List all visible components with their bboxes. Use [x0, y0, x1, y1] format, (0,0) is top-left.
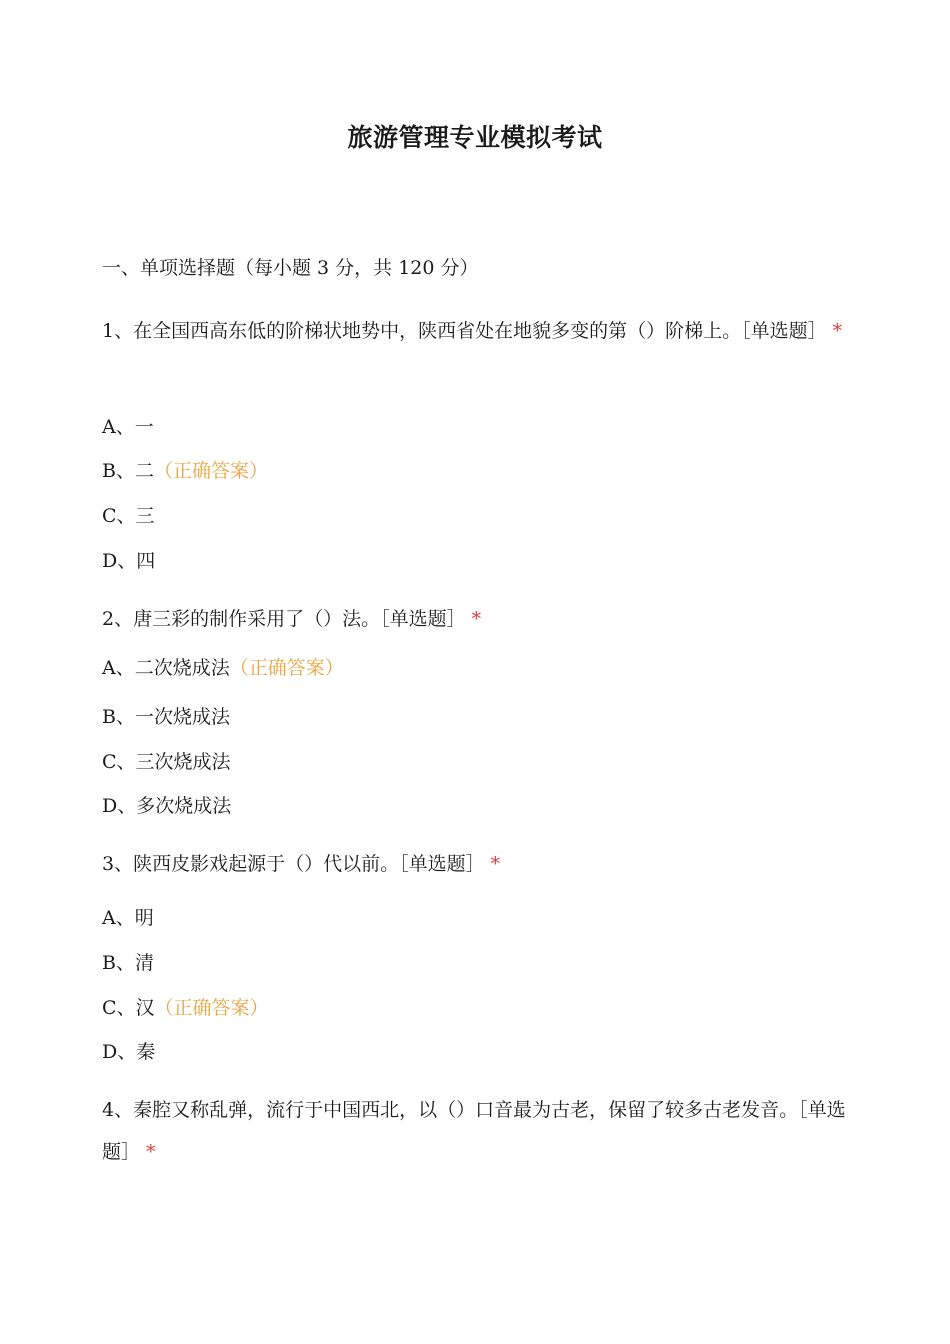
required-asterisk: * [490, 853, 501, 875]
question-1-option-b [102, 450, 852, 492]
option-text: A、二次烧成法 [102, 657, 230, 679]
question-2-option-b [102, 696, 852, 738]
option-text: B、二 [102, 460, 154, 482]
section-heading: 一、单项选择题（每小题 3 分，共 120 分） [102, 257, 479, 279]
question-1-option-a [102, 406, 852, 448]
question-4-stem [102, 1089, 852, 1173]
option-text: C、三次烧成法 [102, 751, 231, 773]
option-text: A、一 [102, 416, 154, 438]
question-2-option-a [102, 647, 852, 689]
question-2-option-c [102, 741, 852, 783]
question-2-option-d [102, 785, 852, 827]
correct-answer-tag: （正确答案） [153, 460, 268, 482]
question-3-option-d [102, 1031, 852, 1073]
option-text: C、三 [102, 505, 155, 527]
question-stem-text: 3、陕西皮影戏起源于（）代以前。［单选题］ [102, 853, 485, 875]
question-stem-text: 4、秦腔又称乱弹，流行于中国西北，以（）口音最为古老，保留了较多古老发音。［单选题］ [102, 1099, 846, 1163]
option-text: D、四 [102, 550, 156, 572]
correct-answer-tag: （正确答案） [154, 997, 269, 1019]
required-asterisk: * [832, 320, 843, 342]
required-asterisk: * [146, 1141, 156, 1163]
question-1-option-d [102, 540, 852, 582]
option-text: B、清 [102, 952, 154, 974]
question-2-stem [102, 598, 852, 640]
question-3-stem [102, 843, 852, 885]
question-stem-text: 2、唐三彩的制作采用了（）法。［单选题］ [102, 608, 466, 630]
required-asterisk: * [471, 608, 482, 630]
question-3-option-a [102, 897, 852, 939]
correct-answer-tag: （正确答案） [229, 657, 344, 679]
option-text: A、明 [102, 907, 154, 929]
option-text: D、秦 [102, 1041, 156, 1063]
option-text: D、多次烧成法 [102, 795, 232, 817]
option-text: B、一次烧成法 [102, 706, 230, 728]
option-text: C、汉 [102, 997, 155, 1019]
document-title: 旅游管理专业模拟考试 [347, 123, 603, 152]
question-stem-text: 1、在全国西高东低的阶梯状地势中，陕西省处在地貌多变的第（）阶梯上。［单选题］ [102, 320, 827, 342]
question-3-option-c [102, 987, 852, 1029]
question-1-option-c [102, 495, 852, 537]
question-1-stem [102, 310, 852, 352]
question-3-option-b [102, 942, 852, 984]
